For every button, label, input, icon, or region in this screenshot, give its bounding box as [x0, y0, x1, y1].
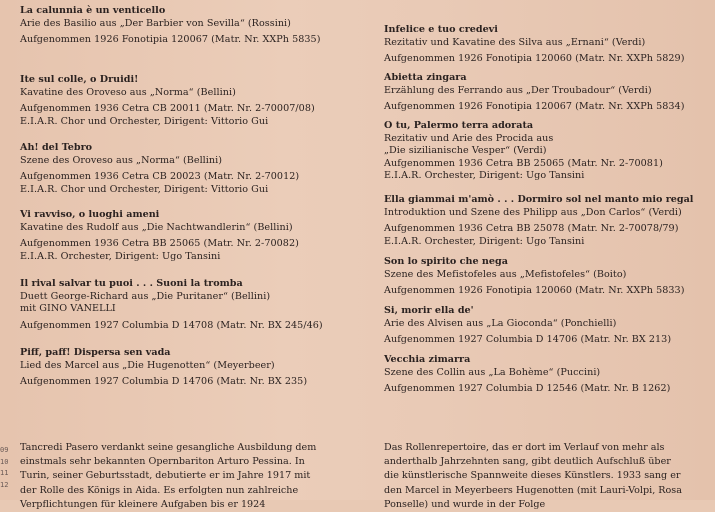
track-description: Introduktion und Szene des Philipp aus „Don Carlos“ (Verdi) — [384, 206, 682, 218]
margin-number: 12 — [0, 480, 9, 489]
track-title: Si, morir ella de' — [384, 305, 474, 316]
margin-number: 11 — [0, 469, 9, 477]
track-description: Szene des Oroveso aus „Norma“ (Bellini) — [20, 154, 223, 166]
track-title: Vi ravviso, o luoghi ameni — [20, 209, 160, 220]
recording-info: Aufgenommen 1936 Cetra BB 25078 (Matr. Nr. 2-70078/79) — [384, 223, 679, 234]
bio-line: anderthalb Jahrzehnten sang, gibt deutlich Aufschluß über — [384, 456, 671, 468]
recording-info: Aufgenommen 1926 Fonotipia 120060 (Matr. Nr. XXPh 5833) — [384, 285, 685, 296]
track-entry — [20, 74, 315, 128]
recording-info: Aufgenommen 1926 Fonotipia 120067 (Matr. Nr. XXPh 5835) — [20, 34, 321, 45]
bio-line: einstmals sehr bekannten Opernbariton Arturo Pessina. In — [20, 456, 305, 468]
track-description: Rezitativ und Kavatine des Silva aus „Ernani“ (Verdi) — [384, 36, 646, 48]
track-description: Duett George-Richard aus „Die Puritaner“ (Bellini) — [20, 290, 271, 302]
track-title: Vecchia zimarra — [384, 354, 471, 365]
recording-performers: E.I.A.R. Chor und Orchester, Dirigent: Vittorio Gui — [20, 115, 269, 127]
recording-info: Aufgenommen 1926 Fonotipia 120060 (Matr. Nr. XXPh 5829) — [384, 53, 685, 64]
bio-line: Verpflichtungen für kleinere Aufgaben bis er 1924 — [20, 498, 266, 510]
track-entry — [384, 24, 684, 66]
bio-line: Turin, seiner Geburtsstadt, debutierte er im Jahre 1917 mit — [20, 470, 311, 482]
track-entry — [384, 72, 684, 114]
track-description: Lied des Marcel aus „Die Hugenotten“ (Meyerbeer) — [20, 359, 275, 371]
bio-line: Das Rollenrepertoire, das er dort im Verlauf von mehr als — [384, 442, 665, 453]
track-title: Abietta zingara — [384, 72, 467, 83]
margin-number: 09 — [0, 446, 9, 454]
margin-number: 10 — [0, 457, 9, 466]
track-entry — [384, 120, 663, 183]
recording-info: Aufgenommen 1936 Cetra CB 20011 (Matr. Nr. 2-70007/08) — [20, 103, 315, 114]
recording-info: Aufgenommen 1936 Cetra BB 25065 (Matr. Nr. 2-70081) — [384, 157, 663, 169]
track-entry — [384, 194, 693, 248]
track-entry — [20, 347, 307, 389]
track-title: Il rival salvar tu puoi . . . Suoni la tromba — [20, 278, 243, 289]
recording-info: Aufgenommen 1926 Fonotipia 120067 (Matr. Nr. XXPh 5834) — [384, 101, 685, 112]
recording-performers: E.I.A.R. Chor und Orchester, Dirigent: Vittorio Gui — [20, 183, 269, 195]
bio-line: der Rolle des Königs in Aida. Es erfolgten nun zahlreiche — [20, 484, 299, 496]
recording-info: Aufgenommen 1927 Columbia D 14708 (Matr. Nr. BX 245/46) — [20, 319, 323, 331]
track-description: Rezitativ und Arie des Procida aus — [384, 132, 554, 144]
recording-info: Aufgenommen 1927 Columbia D 12546 (Matr. Nr. B 1262) — [384, 383, 671, 394]
track-title: Piff, paff! Dispersa sen vada — [20, 347, 171, 358]
track-title: Son lo spirito che nega — [384, 256, 508, 267]
track-entry — [20, 278, 323, 332]
bio-line: Ponselle) und wurde in der Folge — [384, 498, 546, 510]
track-title: Ah! del Tebro — [20, 142, 93, 153]
track-entry — [384, 305, 671, 347]
recording-info: Aufgenommen 1936 Cetra BB 25065 (Matr. Nr. 2-70082) — [20, 238, 299, 249]
track-title: La calunnia è un venticello — [20, 5, 166, 16]
track-description: Szene des Mefistofeles aus „Mefistofeles“ (Boito) — [384, 268, 627, 280]
margin-numbers — [0, 445, 8, 491]
track-entry — [20, 209, 299, 263]
track-title: Ella giammai m'amò . . . Dormiro sol nel manto mio regal — [384, 194, 694, 205]
bio-line: die künstlerische Spannweite dieses Künstlers. 1933 sang er — [384, 470, 681, 482]
recording-info: Aufgenommen 1927 Columbia D 14706 (Matr. Nr. BX 235) — [20, 376, 308, 387]
recording-performers: E.I.A.R. Orchester, Dirigent: Ugo Tansini — [20, 250, 221, 262]
track-description: Kavatine des Oroveso aus „Norma“ (Bellini) — [20, 86, 236, 98]
track-description: Erzählung des Ferrando aus „Der Troubadour“ (Verdi) — [384, 84, 652, 96]
track-title: O tu, Palermo terra adorata — [384, 120, 534, 131]
biography-left — [20, 441, 316, 512]
track-description: Kavatine des Rudolf aus „Die Nachtwandlerin“ (Bellini) — [20, 221, 293, 233]
track-entry — [384, 354, 670, 396]
recording-performers: E.I.A.R. Orchester, Dirigent: Ugo Tansini — [384, 170, 585, 181]
bio-line: den Marcel in Meyerbeers Hugenotten (mit Lauri-Volpi, Rosa — [384, 484, 682, 496]
biography-right — [384, 441, 682, 512]
track-description: Szene des Collin aus „La Bohème“ (Puccini) — [384, 366, 601, 378]
bio-line: Tancredi Pasero verdankt seine gesangliche Ausbildung dem — [20, 442, 317, 453]
track-title: Ite sul colle, o Druidi! — [20, 74, 139, 85]
track-entry — [384, 256, 684, 298]
track-entry — [20, 142, 299, 196]
recording-info: Aufgenommen 1927 Columbia D 14706 (Matr. Nr. BX 213) — [384, 334, 672, 345]
track-description: Arie des Basilio aus „Der Barbier von Sevilla“ (Rossini) — [20, 17, 291, 29]
recording-info: Aufgenommen 1936 Cetra CB 20023 (Matr. Nr. 2-70012) — [20, 171, 300, 182]
track-featuring: mit GINO VANELLI — [20, 303, 116, 314]
track-title: Infelice e tuo credevi — [384, 24, 498, 35]
track-entry — [20, 5, 320, 47]
recording-performers: E.I.A.R. Orchester, Dirigent: Ugo Tansini — [384, 235, 585, 247]
track-description-cont: „Die sizilianische Vesper“ (Verdi) — [384, 145, 547, 156]
track-description: Arie des Alvisen aus „La Gioconda“ (Ponchielli) — [384, 317, 617, 329]
